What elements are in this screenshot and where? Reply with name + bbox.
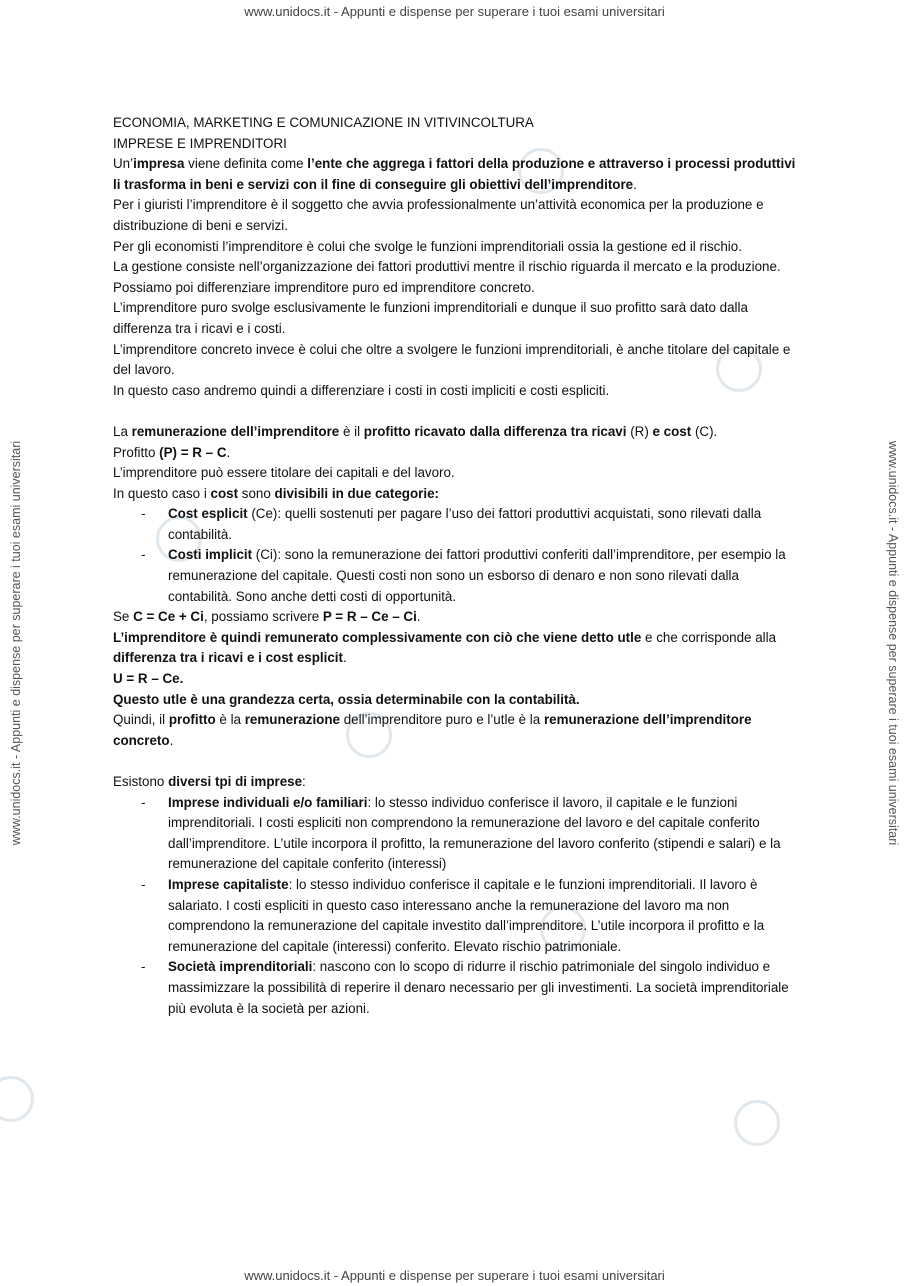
paragraph: Quindi, il profitto è la remunerazione dell’imprenditore puro e l’utle è la remunerazione dell’imprenditore concreto. — [113, 712, 752, 748]
paragraph: La remunerazione dell’imprenditore è il profitto ricavato dalla differenza tra ricavi (R) e cost (C). — [113, 423, 718, 439]
list-item: - Società imprenditoriali: nascono con lo scopo di ridurre il rischio patrimoniale del singolo individuo e massimizzare la possibilità di reperire il denaro necessario per gli investimenti. La società imprenditoriale più evoluta è la società per azioni. — [141, 959, 789, 1016]
watermark-left: www.unidocs.it - Appunti e dispense per superare i tuoi esami universitari — [9, 440, 23, 846]
watermark-right: www.unidocs.it - Appunti e dispense per superare i tuoi esami universitari — [886, 440, 900, 846]
formula-line: Se C = Ce + Ci, possiamo scrivere P = R – Ce – Ci. — [113, 609, 421, 625]
list-item: - Cost esplicit (Ce): quelli sostenuti per pagare l’uso dei fattori produttivi acquistati, sono rilevati dalla contabilità. — [141, 506, 762, 542]
paragraph: Per i giuristi l’imprenditore è il soggetto che avvia professionalmente un’attività economica per la produzione e distribuzione di beni e servizi. — [113, 197, 764, 233]
list-item: - Imprese individuali e/o familiari: lo stesso individuo conferisce il lavoro, il capitale e le funzioni imprenditoriali. I costi espliciti non comprendono la remunerazione del lavoro e del capitale conferito dall’imprenditore. L’utile incorpora il profitto, la remunerazione del lavoro conferito (stipendi e salari) e la remunerazione del capitale conferito (interessi) — [141, 794, 781, 872]
list-item: - Imprese capitaliste: lo stesso individuo conferisce il capitale e le funzioni imprenditoriali. Il lavoro è salariato. I costi espliciti in questo caso interessano anche la remunerazione del lavoro ma non comprendono la remunerazione del capitale investito dall’imprenditore. L’utile incorpora il profitto e la remunerazione del capitale (interessi) conferito. Elevato rischio patrimoniale. — [141, 876, 765, 954]
watermark-header: www.unidocs.it - Appunti e dispense per superare i tuoi esami universitari — [244, 4, 665, 19]
paragraph: In questo caso andremo quindi a differenziare i costi in costi impliciti e costi espliciti. — [113, 382, 610, 398]
paragraph: L’imprenditore puro svolge esclusivamente le funzioni imprenditoriali e dunque il suo profitto sarà dato dalla differenza tra i ricavi e i costi. — [113, 300, 748, 336]
formula-line: U = R – Ce. — [113, 671, 184, 687]
formula-line: Profitto (P) = R – C. — [113, 444, 231, 460]
paragraph: In questo caso i cost sono divisibili in due categorie: — [113, 485, 439, 501]
paragraph: Per gli economisti l’imprenditore è colui che svolge le funzioni imprenditoriali ossia la gestione ed il rischio. — [113, 238, 742, 254]
document-title: ECONOMIA, MARKETING E COMUNICAZIONE IN VITIVINCOLTURA — [113, 115, 534, 130]
watermark-footer: www.unidocs.it - Appunti e dispense per superare i tuoi esami universitari — [244, 1268, 665, 1283]
watermark-logo-icon — [734, 1100, 780, 1146]
paragraph: L’imprenditore concreto invece è colui che oltre a svolgere le funzioni imprenditoriali, è anche titolare del capitale e del lavoro. — [113, 341, 791, 378]
list-item: - Costi implicit (Ci): sono la remunerazione dei fattori produttivi conferiti dall’imprenditore, per esempio la remunerazione del capitale. Questi costi non sono un esborso di denaro e non sono rilevati dalla contabilità. Sono anche detti costi di opportunità. — [141, 547, 786, 604]
paragraph: Esistono diversi tpi di imprese: — [113, 774, 306, 789]
paragraph: L’imprenditore può essere titolare dei capitali e del lavoro. — [113, 465, 455, 481]
document-body — [113, 113, 803, 1019]
watermark-logo-icon — [0, 1076, 34, 1122]
paragraph: La gestione consiste nell’organizzazione dei fattori produttivi mentre il rischio riguarda il mercato e la produzione. — [113, 259, 781, 275]
paragraph: Questo utle è una grandezza certa, ossia determinabile con la contabilità. — [113, 691, 580, 707]
section-heading: IMPRESE E IMPRENDITORI — [113, 135, 287, 151]
paragraph: L’imprenditore è quindi remunerato complessivamente con ciò che viene detto utle e che corrisponde alla differenza tra i ricavi e i cost esplicit. — [113, 629, 777, 666]
paragraph: Possiamo poi differenziare imprenditore puro ed imprenditore concreto. — [113, 279, 535, 295]
paragraph: Un’impresa viene definita come l’ente che aggrega i fattori della produzione e attraverso i processi produttivi li trasforma in beni e servizi con il fine di conseguire gli obiettivi dell’imprenditore. — [113, 156, 796, 192]
